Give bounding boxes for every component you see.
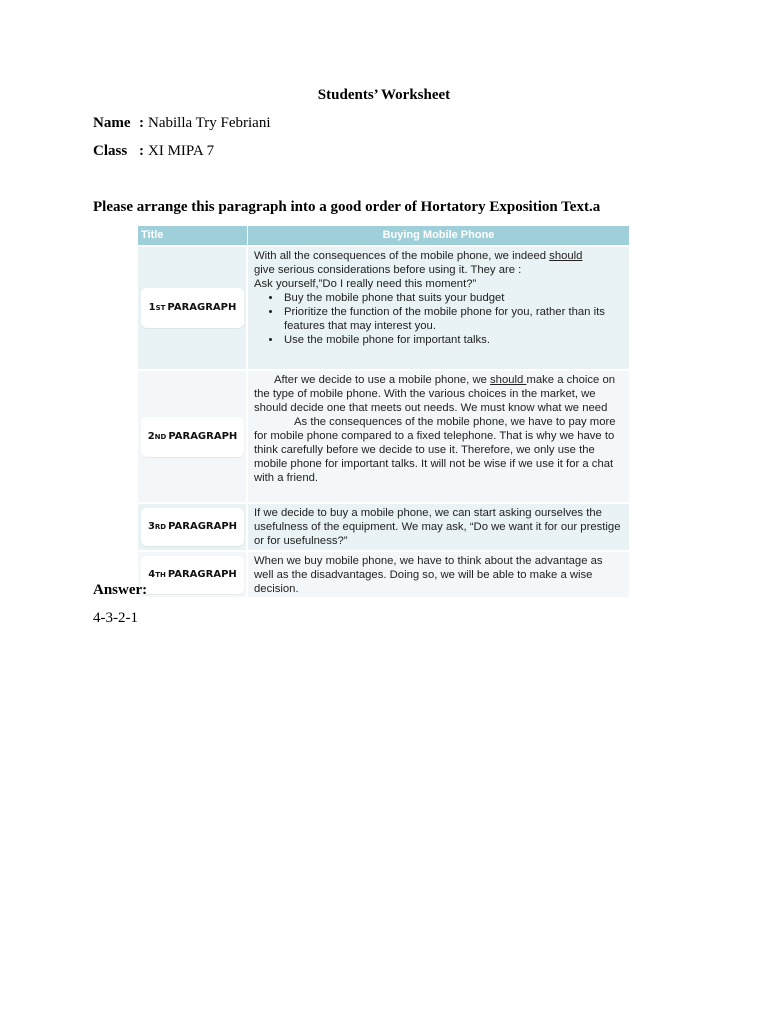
- paragraph-3-label-cell: [138, 504, 248, 550]
- paragraph-1-bullets: [254, 291, 623, 347]
- paragraph-1-bullet-2: • Prioritize the function of the mobile phone for you, rather than its features that may interest you.: [282, 305, 623, 333]
- paragraph-2-part-a: [254, 373, 623, 415]
- paragraph-1-text-a: With all the consequences of the mobile phone, we indeed: [254, 250, 550, 262]
- paragraph-1-line-1: [254, 249, 623, 263]
- header-topic-cell: Buying Mobile Phone: [382, 229, 495, 241]
- name-value: Nabilla Try Febriani: [148, 115, 271, 131]
- paragraph-4-word: PARAGRAPH: [167, 568, 237, 580]
- instruction-text: Please arrange this paragraph into a good order of Hortatory Exposition Text.a: [93, 199, 601, 215]
- name-colon: :: [139, 115, 144, 131]
- page-title: Students’ Worksheet: [317, 87, 451, 103]
- answer-label: Answer:: [93, 582, 148, 598]
- paragraph-1-badge: [141, 288, 244, 328]
- paragraph-4-text-cell: When we buy mobile phone, we have to think about the advantage as well as the disadvantages. Doing so, we will be able to make a wise decision.: [254, 555, 603, 595]
- paragraph-1-underlined: should: [549, 250, 583, 262]
- paragraph-2-text-b: make a choice on the type of mobile phone. With the various choices in the market, we should decide one that meets out needs. We must know what we need: [254, 374, 616, 414]
- name-label: Name: [93, 115, 131, 131]
- paragraph-3-num: 3: [147, 521, 155, 532]
- paragraph-2-underlined: should: [490, 374, 527, 386]
- paragraph-1-label-cell: [138, 247, 248, 369]
- paragraph-1-line-3: Ask yourself,”Do I really need this moment?”: [254, 278, 477, 290]
- paragraph-1-word: PARAGRAPH: [167, 302, 237, 313]
- paragraph-1-num: 1: [148, 302, 156, 313]
- paragraph-2-label-cell: [138, 371, 248, 502]
- paragraph-2-text-a: After we decide to use a mobile phone, we: [274, 374, 491, 386]
- paragraph-2-text-cell: [248, 371, 629, 502]
- paragraph-1-text-cell: [248, 247, 629, 369]
- paragraph-4-num: 4: [148, 568, 156, 580]
- table-row-paragraph-2: [138, 369, 629, 502]
- paragraph-3-word: PARAGRAPH: [168, 521, 238, 532]
- paragraph-4-badge: [141, 556, 244, 594]
- name-field: [93, 115, 271, 132]
- paragraph-3-text-cell: If we decide to buy a mobile phone, we can start asking ourselves the usefulness of the equipment. We may ask, “Do we want it for our prestige or for usefulness?”: [254, 507, 621, 547]
- table-row-paragraph-3: [138, 502, 629, 550]
- paragraph-2-part-b: As the consequences of the mobile phone, we have to pay more for mobile phone compared to a fixed telephone. That is why we have to think carefully before we decide to use it. Therefore, we only use the mobile phone for important talks. It will not be wise if we use it for a chat with a friend.: [254, 416, 616, 484]
- paragraph-2-num: 2: [147, 430, 155, 442]
- paragraph-1-bullet-1: • Buy the mobile phone that suits your budget: [282, 291, 623, 305]
- paragraph-2-word: PARAGRAPH: [168, 430, 238, 442]
- table-row-paragraph-4: [138, 550, 629, 597]
- paragraph-4-suffix: TH: [155, 570, 166, 579]
- paragraph-2-suffix: ND: [154, 432, 167, 441]
- table-header: [138, 226, 629, 245]
- paragraph-1-line-2: give serious considerations before using it. They are :: [254, 264, 522, 276]
- paragraph-1-suffix: ST: [155, 304, 166, 312]
- class-field: [93, 143, 214, 160]
- paragraph-3-suffix: RD: [154, 523, 167, 531]
- class-label: Class: [93, 143, 128, 159]
- header-title-cell: Title: [138, 226, 248, 245]
- paragraph-2-badge: [141, 417, 244, 457]
- answer-value: 4-3-2-1: [93, 610, 138, 626]
- paragraph-table: [138, 226, 629, 597]
- table-row-paragraph-1: [138, 245, 629, 369]
- paragraph-3-badge: [141, 508, 244, 546]
- class-value: XI MIPA 7: [148, 143, 215, 159]
- paragraph-1-bullet-3: • Use the mobile phone for important talks.: [282, 333, 623, 347]
- class-colon: :: [139, 143, 144, 159]
- paragraph-4-label-cell: [138, 552, 248, 597]
